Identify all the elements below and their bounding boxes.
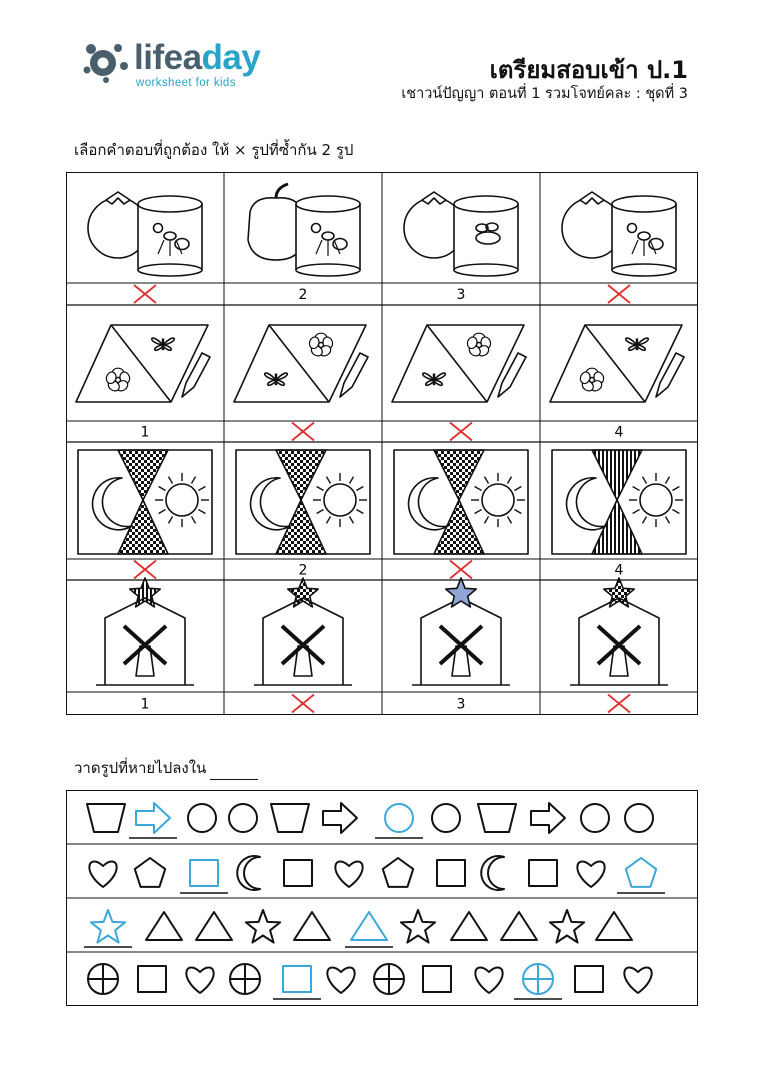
jar-base [454, 264, 518, 276]
jar-rim [612, 196, 676, 212]
pentagon-shape [383, 858, 413, 887]
triangle-shape [596, 912, 632, 940]
answer-blank-sample [210, 764, 258, 780]
picture-windmill-house [570, 578, 668, 685]
answer-number: 2 [298, 287, 308, 303]
page-title: เตรียมสอบเข้า ป.1 [489, 56, 688, 84]
sun-icon [324, 484, 356, 516]
answer-cross-mark [608, 695, 630, 713]
circle-shape [432, 804, 460, 832]
circle-cross-shape [88, 964, 118, 994]
answer-number: 4 [614, 562, 624, 579]
arrow-shape [531, 803, 565, 833]
jar-base [138, 264, 202, 276]
jar-base [612, 264, 676, 276]
square-shape [284, 860, 312, 886]
picture-moon-sun [552, 450, 686, 554]
square-shape [529, 860, 557, 886]
picture-moon-sun [394, 450, 528, 554]
pentagon-shape [135, 858, 165, 887]
picture-windmill-house [412, 578, 510, 685]
circle-shape [229, 804, 257, 832]
answer-number: 3 [456, 287, 466, 303]
answer-number: 1 [140, 696, 150, 713]
circle-shape [188, 804, 216, 832]
answer-cross-mark [134, 285, 156, 303]
picture-tomato-jar [562, 192, 676, 276]
trapezoid-shape [271, 804, 309, 832]
flower-center [590, 378, 595, 383]
circle-shape [625, 804, 653, 832]
triangle-shape [501, 912, 537, 940]
triangle-shape [451, 912, 487, 940]
arrow-shape [136, 803, 170, 833]
jar-rim [138, 196, 202, 212]
circle-cross-shape [523, 964, 553, 994]
picture-windmill-house [96, 578, 194, 685]
triangle-shape [294, 912, 330, 940]
sun-icon [166, 484, 198, 516]
picture-moon-sun [236, 450, 370, 554]
circle-shape [581, 804, 609, 832]
star-shape [401, 910, 435, 943]
triangle-shape [146, 912, 182, 940]
logo-tagline: worksheet for kids [136, 77, 236, 89]
square-shape [575, 966, 603, 992]
picture-parallelogram [76, 325, 210, 402]
jar-body [612, 204, 676, 270]
trapezoid-shape [87, 804, 125, 832]
answer-number: 3 [456, 696, 466, 713]
heart-shape [475, 968, 502, 993]
square-shape [423, 966, 451, 992]
answer-cross-mark [292, 695, 314, 713]
heart-shape [335, 862, 362, 887]
flower-center [477, 343, 482, 348]
jar-body [454, 204, 518, 270]
picture-tomato-jar [88, 192, 202, 276]
logo-wordmark: lifeaday [134, 38, 261, 77]
section1-instruction: เลือกคำตอบที่ถูกต้อง ให้ × รูปที่ซ้ำกัน 2 รูป [74, 141, 354, 159]
flower-center [319, 343, 324, 348]
answer-cross-mark [608, 285, 630, 303]
star-shape [246, 910, 280, 943]
answer-cross-mark [134, 561, 156, 579]
jar-rim [454, 196, 518, 212]
picture-tomato-jar [404, 192, 518, 276]
pentagon-shape [626, 858, 656, 887]
square-shape [437, 860, 465, 886]
picture-parallelogram [392, 325, 526, 402]
matching-grid [66, 172, 698, 715]
jar-body [138, 204, 202, 270]
picture-parallelogram [550, 325, 684, 402]
answer-number: 4 [614, 424, 624, 441]
flower-center [116, 378, 121, 383]
circle-cross-shape [230, 964, 260, 994]
answer-cross-mark [450, 423, 472, 441]
picture-tomato-jar [248, 184, 360, 276]
trapezoid-shape [478, 804, 516, 832]
square-shape [283, 966, 311, 992]
arrow-shape [323, 803, 357, 833]
answer-number: 2 [298, 562, 308, 579]
star-shape [550, 910, 584, 943]
page-subtitle: เชาวน์ปัญญา ตอนที่ 1 รวมโจทย์คละ : ชุดที่ 3 [401, 86, 688, 102]
section2-instruction: วาดรูปที่หายไปลงใน [74, 756, 258, 780]
circle-cross-shape [374, 964, 404, 994]
heart-shape [327, 968, 354, 993]
crescent-shape [481, 856, 504, 890]
pattern-grid [66, 790, 698, 1006]
jar-body [296, 204, 360, 270]
square-shape [190, 860, 218, 886]
circle-shape [385, 804, 413, 832]
sun-icon [640, 484, 672, 516]
answer-cross-mark [292, 423, 314, 441]
sun-icon [482, 484, 514, 516]
picture-windmill-house [254, 578, 352, 685]
heart-shape [186, 968, 213, 993]
picture-moon-sun [78, 450, 212, 554]
logo-icon [82, 40, 130, 84]
heart-shape [577, 862, 604, 887]
answer-number: 1 [140, 424, 150, 441]
triangle-shape [351, 912, 387, 940]
jar-base [296, 264, 360, 276]
crescent-shape [237, 856, 260, 890]
star-shape [91, 910, 125, 943]
heart-shape [89, 862, 116, 887]
jar-rim [296, 196, 360, 212]
square-shape [138, 966, 166, 992]
triangle-shape [196, 912, 232, 940]
pepper-stem [276, 184, 288, 198]
heart-shape [624, 968, 651, 993]
picture-parallelogram [234, 325, 368, 402]
answer-cross-mark [450, 561, 472, 579]
